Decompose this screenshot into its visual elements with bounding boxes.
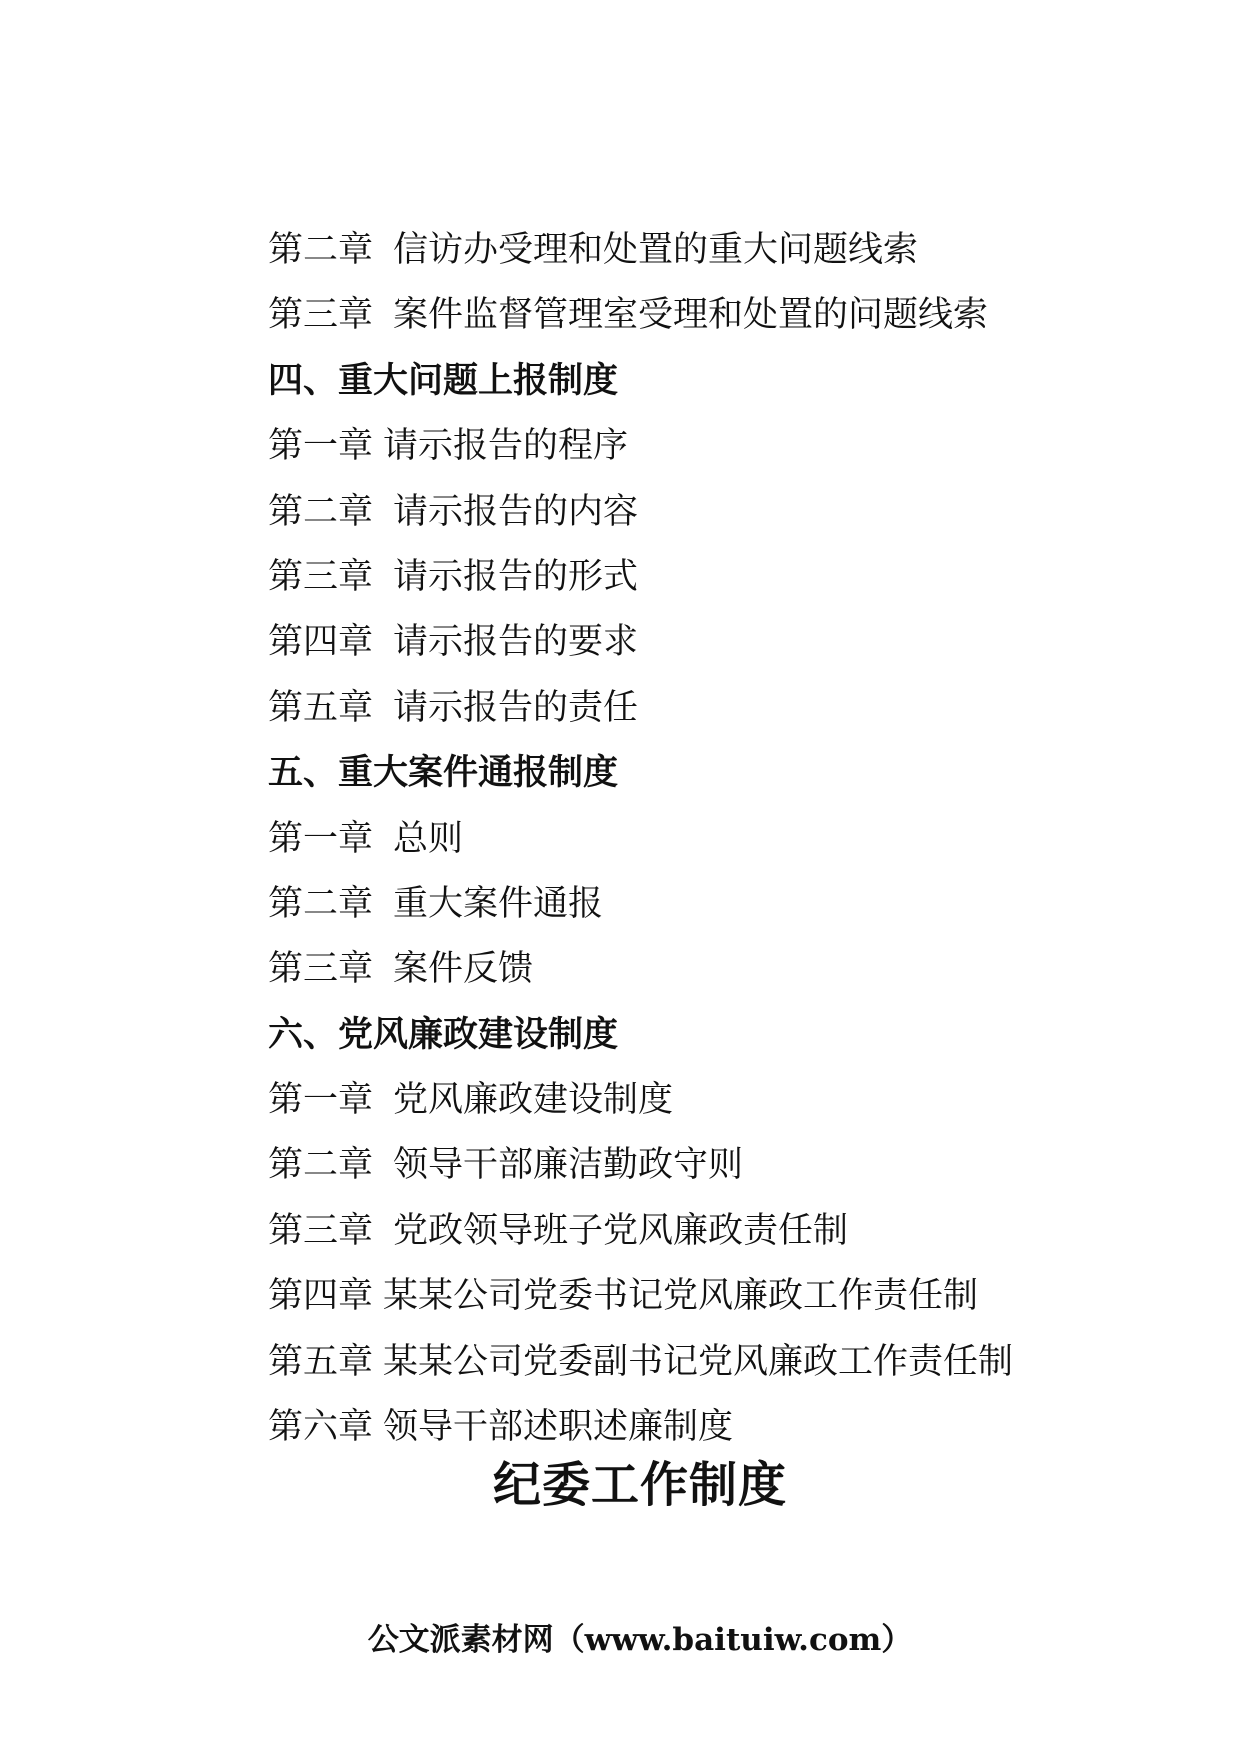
toc-chapter-line: [268, 1395, 1168, 1460]
chapter-title: 信访办受理和处置的重大问题线索: [393, 230, 919, 270]
document-title: 纪委工作制度: [492, 1457, 787, 1513]
toc-chapter-line: [268, 414, 1168, 479]
chapter-number: 第六章: [268, 1407, 374, 1448]
chapter-number: 第二章: [268, 230, 374, 270]
chapter-title: 请示报告的责任: [393, 687, 639, 728]
toc-chapter-line: [268, 545, 1168, 610]
chapter-number: 第二章: [268, 491, 374, 532]
toc-chapter-line: [268, 872, 1168, 937]
toc-chapter-line: [268, 610, 1168, 675]
chapter-number: 第四章: [268, 1276, 374, 1317]
chapter-number: 第三章: [268, 1210, 374, 1251]
toc-chapter-line: [268, 283, 1168, 348]
chapter-title: 重大案件通报: [393, 883, 604, 924]
toc-chapter-line: [268, 1330, 1168, 1395]
chapter-title: 总则: [393, 818, 464, 859]
chapter-number: 第一章: [268, 818, 374, 859]
chapter-title: 领导干部述职述廉制度: [383, 1407, 734, 1448]
chapter-title: 请示报告的内容: [393, 491, 639, 532]
chapter-title: 某某公司党委书记党风廉政工作责任制: [383, 1276, 979, 1317]
chapter-number: 第三章: [268, 949, 374, 990]
footer-watermark: 公文派素材网（www.baituiw.com）: [367, 1622, 913, 1658]
table-of-contents: [268, 218, 1168, 1460]
toc-chapter-line: [268, 937, 1168, 1002]
toc-chapter-line: [268, 807, 1168, 872]
chapter-title: 党风廉政建设制度: [393, 1080, 674, 1121]
chapter-title: 领导干部廉洁勤政守则: [393, 1145, 744, 1186]
chapter-number: 第三章: [268, 295, 374, 336]
toc-section-heading: 五、重大案件通报制度: [268, 753, 619, 794]
chapter-title: 案件反馈: [393, 949, 534, 990]
chapter-title: 党政领导班子党风廉政责任制: [393, 1210, 849, 1251]
chapter-number: 第五章: [268, 687, 374, 728]
chapter-number: 第三章: [268, 556, 374, 597]
toc-chapter-line: [268, 1068, 1168, 1133]
chapter-title: 某某公司党委副书记党风廉政工作责任制: [383, 1341, 1014, 1382]
chapter-title: 请示报告的形式: [393, 556, 639, 597]
toc-section-heading: 六、党风廉政建设制度: [268, 1014, 619, 1055]
chapter-number: 第五章: [268, 1341, 374, 1382]
chapter-number: 第一章: [268, 426, 374, 467]
chapter-number: 第四章: [268, 622, 374, 663]
toc-chapter-line: [268, 1133, 1168, 1198]
chapter-number: 第二章: [268, 883, 374, 924]
chapter-title: 请示报告的程序: [383, 426, 629, 467]
toc-chapter-line: [268, 1199, 1168, 1264]
chapter-title: 案件监督管理室受理和处置的问题线索: [393, 295, 989, 336]
toc-chapter-line: [268, 480, 1168, 545]
chapter-title: 请示报告的要求: [393, 622, 639, 663]
toc-section-heading: 四、重大问题上报制度: [268, 360, 619, 401]
toc-chapter-line: [268, 218, 1168, 283]
toc-chapter-line: [268, 1264, 1168, 1329]
toc-chapter-line: [268, 676, 1168, 741]
chapter-number: 第一章: [268, 1080, 374, 1121]
chapter-number: 第二章: [268, 1145, 374, 1186]
